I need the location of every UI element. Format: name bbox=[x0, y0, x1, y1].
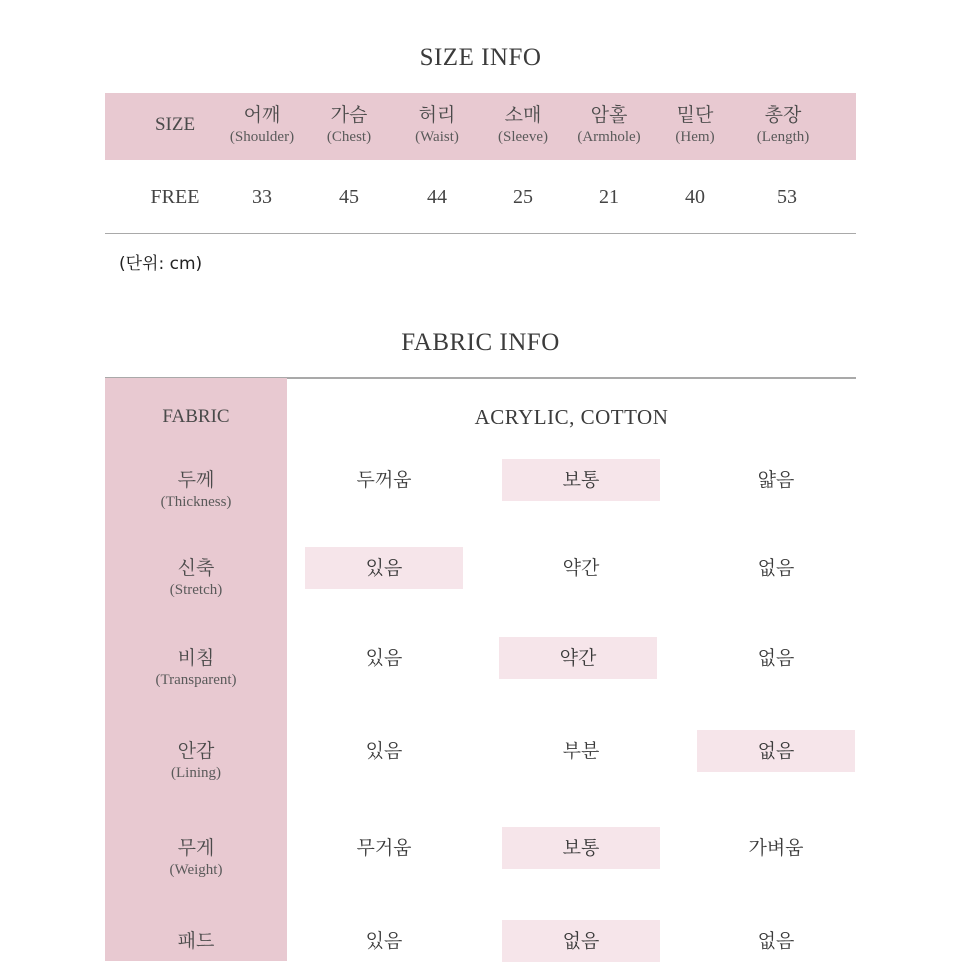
lining-row-label bbox=[105, 739, 287, 783]
lining-option: 있음 bbox=[365, 740, 403, 762]
weight-option: 무거움 bbox=[356, 837, 412, 859]
column-label-kr: 허리 bbox=[418, 104, 456, 126]
thickness-row-label bbox=[105, 468, 287, 512]
thickness-option: 두꺼움 bbox=[356, 469, 412, 491]
thickness-option: 얇음 bbox=[757, 469, 795, 491]
size-value: FREE bbox=[150, 186, 200, 208]
column-label-en: (Armhole) bbox=[577, 129, 641, 145]
stretch-option: 없음 bbox=[757, 557, 795, 579]
armhole-value: 21 bbox=[599, 186, 619, 208]
row-label-kr: 비침 bbox=[177, 647, 215, 669]
stretch-option: 있음 bbox=[305, 547, 463, 589]
fabric-label: FABRIC bbox=[162, 406, 230, 427]
row-label-en: (Weight) bbox=[169, 862, 223, 878]
column-label-kr: 총장 bbox=[764, 104, 802, 126]
column-label-kr: 암홀 bbox=[590, 104, 628, 126]
transparent-option: 있음 bbox=[365, 647, 403, 669]
unit-note: (단위: cm) bbox=[119, 254, 203, 274]
row-label-kr: 패드 bbox=[177, 930, 215, 952]
row-label-en: (Thickness) bbox=[160, 494, 232, 510]
weight-row-label bbox=[105, 836, 287, 880]
row-label-kr: 신축 bbox=[177, 557, 215, 579]
stretch-row-label bbox=[105, 556, 287, 600]
column-label-kr: 어깨 bbox=[243, 104, 281, 126]
column-label-kr: 소매 bbox=[504, 104, 542, 126]
armhole-column-header bbox=[577, 103, 640, 147]
row-label-kr: 두께 bbox=[177, 469, 215, 491]
transparent-row-label bbox=[105, 646, 287, 690]
row-label-en: (Stretch) bbox=[169, 582, 223, 598]
column-label-kr: 밑단 bbox=[676, 104, 714, 126]
transparent-option: 없음 bbox=[757, 647, 795, 669]
hem-column-header bbox=[675, 103, 714, 147]
waist-column-header bbox=[415, 103, 459, 147]
column-label-kr: 가슴 bbox=[330, 104, 368, 126]
row-label-kr: 무게 bbox=[177, 837, 215, 859]
row-label-kr: 안감 bbox=[177, 740, 215, 762]
size-column-header bbox=[155, 113, 195, 137]
column-label-en: (Sleeve) bbox=[498, 129, 548, 145]
waist-value: 44 bbox=[427, 186, 447, 208]
pad-row-label bbox=[105, 929, 287, 953]
length-column-header bbox=[757, 103, 809, 147]
column-label-en: (Chest) bbox=[326, 129, 372, 145]
column-label-en: (Waist) bbox=[415, 129, 459, 145]
lining-option: 부분 bbox=[562, 740, 600, 762]
fabric-value: ACRYLIC, COTTON bbox=[474, 405, 669, 429]
column-label-en: (Hem) bbox=[675, 129, 715, 145]
size-table-header bbox=[105, 93, 856, 160]
row-label-en: (Lining) bbox=[171, 765, 221, 781]
row-label-en: (Transparent) bbox=[155, 672, 237, 688]
pad-option: 없음 bbox=[502, 920, 660, 962]
column-label-en: (Length) bbox=[756, 129, 810, 145]
shoulder-value: 33 bbox=[252, 186, 272, 208]
size-table-row bbox=[105, 160, 856, 234]
hem-value: 40 bbox=[685, 186, 705, 208]
size-info-title: SIZE INFO bbox=[419, 44, 542, 71]
weight-option: 가벼움 bbox=[748, 837, 804, 859]
pad-option: 있음 bbox=[365, 930, 403, 952]
weight-option: 보통 bbox=[502, 827, 660, 869]
fabric-row-label bbox=[105, 405, 287, 429]
sleeve-column-header bbox=[498, 103, 548, 147]
column-label-en: (Shoulder) bbox=[229, 129, 295, 145]
length-value: 53 bbox=[777, 186, 797, 208]
size-label: SIZE bbox=[154, 114, 196, 135]
chest-column-header bbox=[327, 103, 371, 147]
chest-value: 45 bbox=[339, 186, 359, 208]
fabric-info-title: FABRIC INFO bbox=[401, 329, 560, 356]
transparent-option: 약간 bbox=[499, 637, 657, 679]
sleeve-value: 25 bbox=[513, 186, 533, 208]
lining-option: 없음 bbox=[697, 730, 855, 772]
pad-option: 없음 bbox=[757, 930, 795, 952]
thickness-option: 보통 bbox=[502, 459, 660, 501]
shoulder-column-header bbox=[230, 103, 294, 147]
stretch-option: 약간 bbox=[562, 557, 600, 579]
